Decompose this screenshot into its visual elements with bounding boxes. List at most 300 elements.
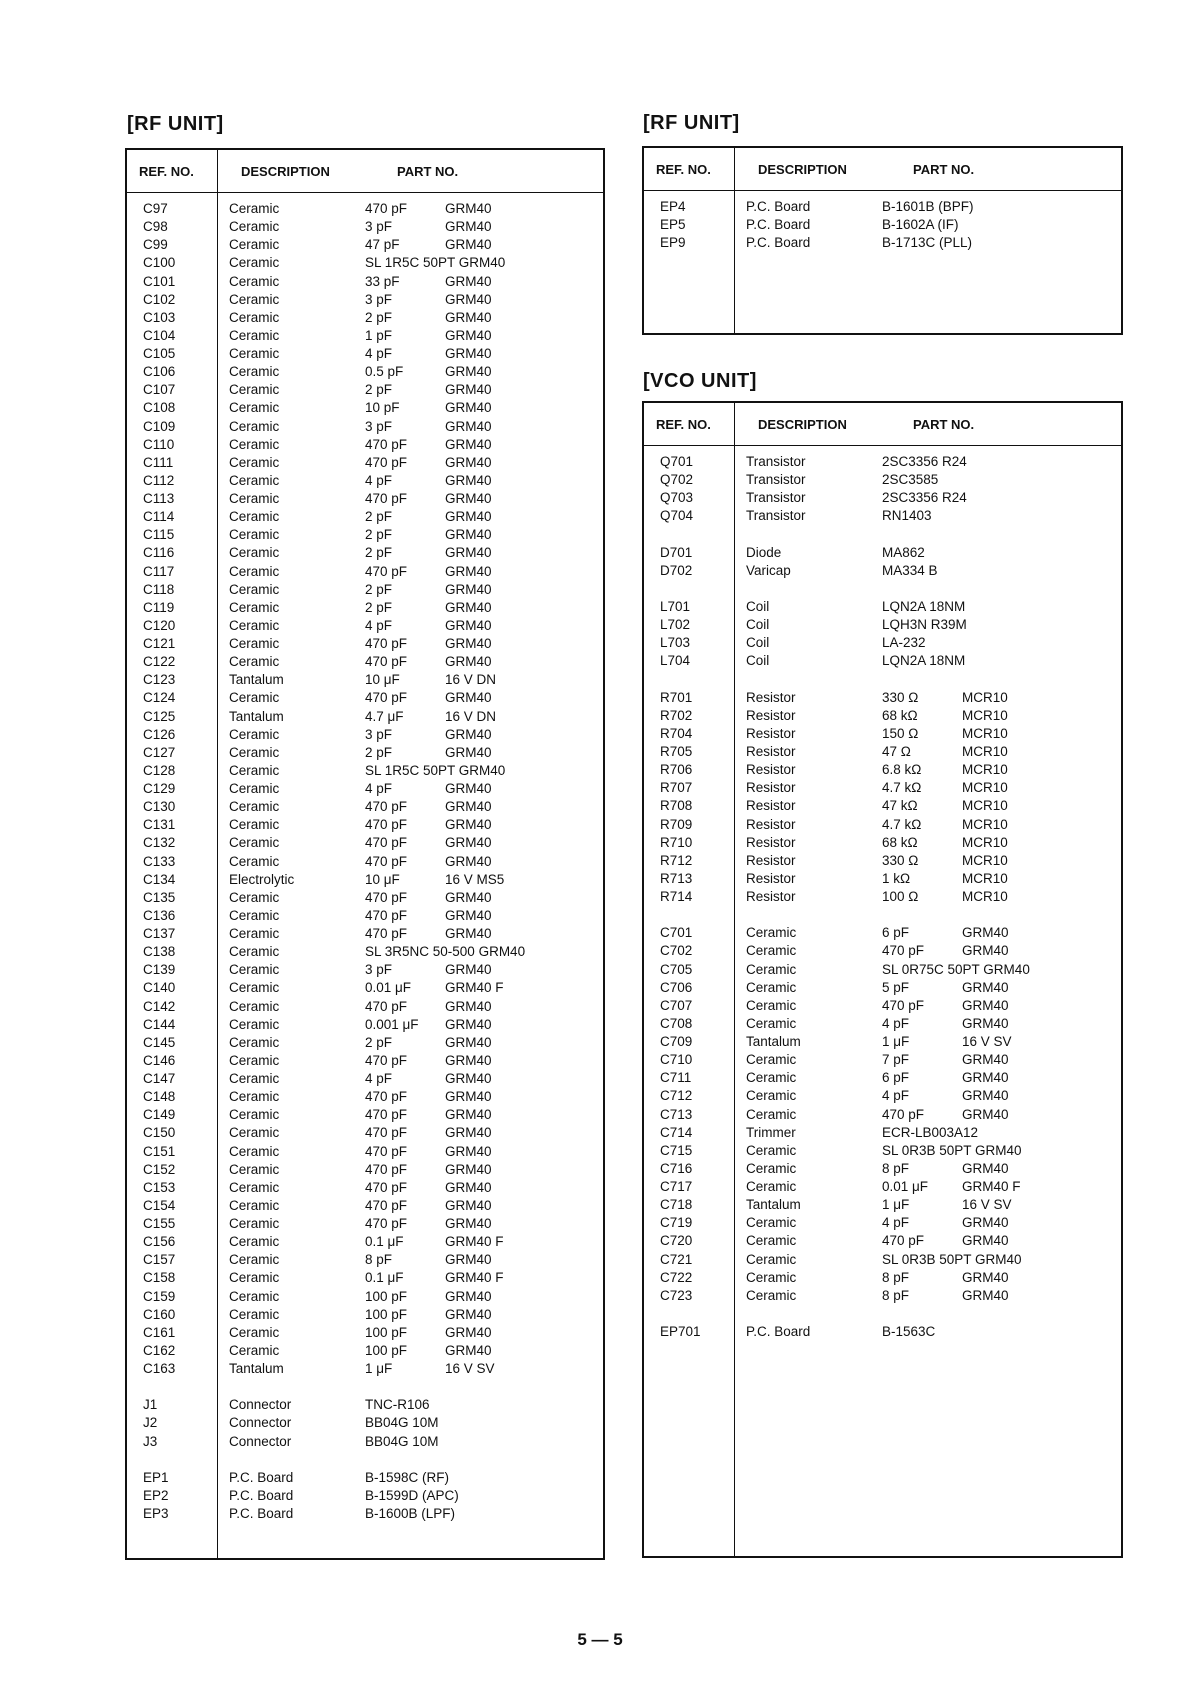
part-spec: GRM40 — [445, 1324, 492, 1340]
description: Ceramic — [229, 1052, 280, 1068]
part-no: 470 pF — [365, 889, 408, 905]
rf-unit-right-table — [642, 146, 1123, 335]
table-row — [127, 1233, 603, 1251]
description: Ceramic — [229, 1034, 280, 1050]
description: Ceramic — [229, 436, 280, 452]
description: Ceramic — [746, 1251, 797, 1267]
table-row — [127, 508, 603, 526]
part-spec: GRM40 — [445, 726, 492, 742]
table-row — [644, 689, 1121, 707]
part-no: 3 pF — [365, 962, 393, 978]
part-spec: MCR10 — [962, 762, 1008, 778]
part-spec: GRM40 — [445, 781, 492, 796]
ref-no: R708 — [660, 798, 693, 814]
part-no: 10 pF — [365, 400, 400, 416]
group-spacer — [644, 1305, 1121, 1323]
part-spec: GRM40 — [962, 979, 1009, 995]
table-row — [644, 779, 1121, 797]
table-row — [644, 707, 1121, 725]
rf-unit-right-rows — [644, 198, 1121, 252]
ref-no: C117 — [143, 563, 175, 579]
table-row — [644, 471, 1121, 489]
rf-unit-right-title: [RF UNIT] — [643, 112, 740, 134]
part-no: 4 pF — [365, 1071, 393, 1086]
table-row — [127, 381, 603, 399]
ref-no: C158 — [143, 1270, 176, 1286]
ref-no: C721 — [660, 1251, 693, 1267]
part-no: 8 pF — [882, 1287, 910, 1303]
part-no: BB04G 10M — [365, 1433, 439, 1449]
col-header-description: DESCRIPTION — [758, 162, 847, 177]
ref-no: C108 — [143, 400, 176, 416]
ref-no: C148 — [143, 1089, 176, 1105]
ref-no: C159 — [143, 1288, 176, 1304]
table-row — [127, 635, 603, 653]
description: Ceramic — [229, 926, 280, 941]
part-spec: GRM40 — [962, 1088, 1009, 1104]
col-header-description: DESCRIPTION — [241, 164, 330, 179]
table-row — [644, 834, 1121, 852]
part-no: 0.5 pF — [365, 364, 404, 380]
description: Ceramic — [746, 1233, 797, 1249]
description: Tantalum — [746, 1034, 801, 1049]
part-no: 470 pF — [365, 1107, 408, 1123]
ref-no: L703 — [660, 635, 691, 651]
ref-no: C111 — [143, 454, 174, 470]
part-spec: GRM40 — [445, 636, 492, 651]
ref-no: C135 — [143, 889, 176, 905]
description: Ceramic — [229, 201, 280, 216]
part-no: 470 pF — [365, 690, 408, 706]
ref-no: C109 — [143, 418, 176, 434]
description: Ceramic — [229, 418, 280, 434]
ref-no: R701 — [660, 689, 693, 705]
ref-no: C130 — [143, 799, 176, 815]
part-no: 6 pF — [882, 925, 910, 941]
description: Ceramic — [229, 636, 280, 651]
table-row — [127, 1396, 603, 1414]
part-spec: 16 V DN — [445, 672, 497, 688]
group-spacer — [644, 671, 1121, 689]
description: Resistor — [746, 762, 796, 778]
ref-no: C713 — [660, 1106, 693, 1122]
ref-no: C705 — [660, 961, 693, 977]
part-no: B-1598C (RF) — [365, 1469, 450, 1485]
description: Resistor — [746, 707, 796, 723]
ref-no: C154 — [143, 1197, 176, 1213]
part-no: TNC-R106 — [365, 1397, 430, 1413]
description: P.C. Board — [746, 217, 811, 233]
part-spec: GRM40 — [445, 472, 492, 488]
ref-no: C716 — [660, 1160, 693, 1176]
table-row — [127, 327, 603, 345]
table-row — [644, 453, 1121, 471]
ref-no: C128 — [143, 762, 176, 778]
ref-no: C99 — [143, 237, 168, 253]
description: Ceramic — [229, 617, 280, 633]
part-no: 5 pF — [882, 979, 910, 995]
description: Ceramic — [746, 997, 797, 1013]
description: Ceramic — [229, 744, 280, 760]
ref-no: C118 — [143, 581, 175, 597]
description: Ceramic — [229, 382, 280, 398]
description: Ceramic — [229, 1216, 280, 1231]
part-spec: MCR10 — [962, 744, 1008, 759]
table-row — [127, 436, 603, 454]
part-no: 470 pF — [365, 563, 408, 579]
description: Ceramic — [229, 1252, 280, 1268]
description: Ceramic — [229, 454, 280, 470]
ref-no: C147 — [143, 1071, 176, 1086]
vco-unit-title: [VCO UNIT] — [643, 370, 757, 392]
part-no: 3 pF — [365, 418, 393, 434]
ref-no: C105 — [143, 346, 176, 361]
ref-no: C134 — [143, 871, 176, 887]
part-spec: GRM40 — [962, 1160, 1009, 1176]
description: Ceramic — [229, 1089, 280, 1105]
ref-no: C139 — [143, 962, 176, 978]
part-spec: GRM40 — [445, 1306, 492, 1322]
ref-no: D701 — [660, 544, 693, 560]
ref-no: C131 — [143, 817, 176, 833]
ref-no: C156 — [143, 1234, 176, 1250]
ref-no: C115 — [143, 527, 175, 543]
table-row — [127, 961, 603, 979]
table-row — [127, 1016, 603, 1034]
part-no: 33 pF — [365, 273, 400, 289]
description: Ceramic — [229, 291, 280, 307]
ref-no: C124 — [143, 690, 176, 706]
part-no: 470 pF — [365, 436, 408, 452]
table-row — [644, 544, 1121, 562]
table-row — [127, 418, 603, 436]
part-no: 2SC3356 R24 — [882, 454, 967, 469]
table-row — [644, 1251, 1121, 1269]
description: Ceramic — [229, 962, 280, 978]
ref-no: C163 — [143, 1361, 176, 1376]
part-no: 2 pF — [365, 382, 393, 398]
description: Resistor — [746, 780, 796, 796]
table-row — [127, 218, 603, 236]
description: Ceramic — [746, 1052, 797, 1068]
part-no: 4.7 kΩ — [882, 816, 922, 832]
description: Ceramic — [746, 1215, 797, 1231]
description: Ceramic — [746, 1088, 797, 1104]
group-spacer — [644, 906, 1121, 924]
part-no: 470 pF — [365, 636, 408, 651]
table-row — [127, 544, 603, 562]
description: Ceramic — [746, 1160, 797, 1176]
description: Ceramic — [229, 527, 280, 543]
part-spec: GRM40 — [445, 1143, 492, 1159]
part-spec: GRM40 — [962, 1215, 1009, 1231]
ref-no: R709 — [660, 816, 693, 832]
table-row — [644, 1269, 1121, 1287]
description: Ceramic — [229, 1234, 280, 1250]
part-no: 2 pF — [365, 1034, 393, 1050]
description: Resistor — [746, 725, 796, 741]
description: Ceramic — [229, 781, 280, 796]
part-no: B-1601B (BPF) — [882, 199, 974, 214]
description: Ceramic — [746, 1269, 797, 1285]
part-spec: MCR10 — [962, 689, 1008, 705]
ref-no: R707 — [660, 780, 693, 796]
ref-no: R706 — [660, 762, 693, 778]
description: Ceramic — [229, 1324, 280, 1340]
table-row — [127, 834, 603, 852]
table-row — [644, 1142, 1121, 1160]
part-no: LQH3N R39M — [882, 617, 967, 633]
ref-no: C144 — [143, 1016, 176, 1032]
part-no: 470 pF — [365, 1216, 408, 1231]
table-row — [127, 780, 603, 798]
part-spec: GRM40 — [962, 943, 1009, 959]
description: P.C. Board — [229, 1487, 294, 1503]
ref-no: C723 — [660, 1287, 693, 1303]
part-spec: GRM40 — [445, 1052, 492, 1068]
part-spec: GRM40 — [445, 926, 492, 941]
description: Ceramic — [229, 1342, 280, 1358]
description: Ceramic — [229, 853, 280, 869]
ref-no: C121 — [143, 636, 176, 651]
part-no: 0.1 μF — [365, 1270, 404, 1286]
table-row — [127, 454, 603, 472]
ref-no: C138 — [143, 944, 176, 960]
part-spec: MCR10 — [962, 834, 1008, 850]
ref-no: R702 — [660, 707, 693, 723]
part-spec: MCR10 — [962, 889, 1008, 904]
description: Ceramic — [746, 1015, 797, 1031]
part-no: 470 pF — [365, 1197, 408, 1213]
table-row — [127, 563, 603, 581]
description: Ceramic — [229, 1107, 280, 1123]
table-row — [127, 708, 603, 726]
col-header-description: DESCRIPTION — [758, 417, 847, 432]
table-row — [127, 1487, 603, 1505]
ref-no: R710 — [660, 834, 693, 850]
description: Resistor — [746, 834, 796, 850]
col-header-ref-no: REF. NO. — [139, 164, 194, 179]
part-spec: 16 V SV — [962, 1197, 1012, 1213]
part-no: 2SC3356 R24 — [882, 490, 967, 506]
ref-no: C707 — [660, 997, 693, 1013]
ref-no: C100 — [143, 255, 176, 271]
part-no: LQN2A 18NM — [882, 599, 966, 614]
part-spec: MCR10 — [962, 870, 1008, 886]
part-no: 330 Ω — [882, 852, 919, 868]
description: Ceramic — [229, 1143, 280, 1159]
table-row — [127, 309, 603, 327]
ref-no: C162 — [143, 1342, 176, 1358]
description: Coil — [746, 635, 770, 651]
description: Ceramic — [229, 944, 280, 960]
table-row — [127, 526, 603, 544]
table-row — [127, 1052, 603, 1070]
ref-no: C101 — [143, 273, 176, 289]
description: Ceramic — [746, 925, 797, 941]
ref-no: C714 — [660, 1124, 693, 1140]
table-row — [127, 871, 603, 889]
part-spec: GRM40 — [445, 382, 492, 398]
ref-no: C142 — [143, 998, 176, 1014]
col-header-part-no: PART NO. — [913, 417, 975, 432]
table-row — [127, 1306, 603, 1324]
group-spacer — [644, 580, 1121, 598]
part-no: RN1403 — [882, 508, 932, 524]
table-row — [644, 198, 1121, 216]
table-row — [127, 889, 603, 907]
ref-no: C155 — [143, 1216, 176, 1231]
part-spec: GRM40 — [445, 1034, 492, 1050]
description: Ceramic — [229, 1125, 280, 1141]
part-no: 470 pF — [882, 997, 925, 1013]
description: Tantalum — [229, 708, 284, 724]
description: Connector — [229, 1433, 292, 1449]
description: Ceramic — [229, 327, 280, 343]
part-spec: GRM40 — [445, 509, 492, 525]
part-spec: GRM40 — [445, 1161, 492, 1177]
description: Ceramic — [229, 346, 280, 361]
description: Ceramic — [229, 491, 280, 506]
description: Transistor — [746, 472, 806, 488]
description: Ceramic — [229, 1306, 280, 1322]
table-row — [127, 363, 603, 381]
description: Ceramic — [229, 563, 280, 579]
group-spacer — [127, 1378, 603, 1396]
part-no: 0.01 μF — [365, 980, 412, 996]
table-row — [127, 1124, 603, 1142]
table-row — [644, 816, 1121, 834]
part-no: 4 pF — [365, 781, 393, 796]
part-no: 470 pF — [882, 943, 925, 959]
ref-no: C119 — [143, 599, 175, 615]
description: Ceramic — [229, 1270, 280, 1286]
part-spec: GRM40 F — [445, 980, 504, 996]
part-no: MA334 B — [882, 562, 938, 578]
part-spec: 16 V MS5 — [445, 871, 505, 887]
ref-no: C113 — [143, 491, 175, 506]
ref-no: EP4 — [660, 199, 686, 214]
table-row — [127, 1215, 603, 1233]
description: Ceramic — [746, 1142, 797, 1158]
part-spec: GRM40 — [445, 1179, 492, 1195]
part-spec: GRM40 — [445, 998, 492, 1014]
part-no: 100 pF — [365, 1324, 408, 1340]
description: Transistor — [746, 508, 806, 524]
ref-no: C137 — [143, 926, 176, 941]
part-no: 4 pF — [882, 1215, 910, 1231]
ref-no: C107 — [143, 382, 176, 398]
part-spec: GRM40 — [445, 907, 492, 923]
vco-unit-table — [642, 401, 1123, 1558]
ref-no: R712 — [660, 852, 693, 868]
table-row — [644, 234, 1121, 252]
description: Ceramic — [229, 545, 280, 561]
part-no: 470 pF — [365, 926, 408, 941]
part-no: 68 kΩ — [882, 707, 918, 723]
part-no: 470 pF — [365, 1125, 408, 1141]
table-row — [127, 617, 603, 635]
part-spec: MCR10 — [962, 816, 1008, 832]
ref-no: C97 — [143, 201, 168, 216]
ref-no: C701 — [660, 925, 693, 941]
ref-no: R714 — [660, 889, 693, 904]
ref-no: C709 — [660, 1034, 693, 1049]
description: Resistor — [746, 816, 796, 832]
part-no: 470 pF — [365, 1179, 408, 1195]
part-spec: GRM40 F — [445, 1234, 504, 1250]
table-row — [644, 852, 1121, 870]
table-row — [127, 816, 603, 834]
part-no: 2 pF — [365, 599, 393, 615]
part-no: 8 pF — [882, 1269, 910, 1285]
ref-no: Q703 — [660, 490, 694, 506]
ref-no: C145 — [143, 1034, 176, 1050]
description: P.C. Board — [746, 235, 811, 251]
part-no: 470 pF — [365, 454, 408, 470]
part-no: 470 pF — [365, 1089, 408, 1105]
table-row — [127, 599, 603, 617]
table-row — [127, 1088, 603, 1106]
table-row — [127, 1034, 603, 1052]
part-no: 2 pF — [365, 509, 393, 525]
ref-no: C112 — [143, 472, 175, 488]
part-no: 47 kΩ — [882, 798, 918, 814]
group-spacer — [644, 526, 1121, 544]
table-row — [127, 399, 603, 417]
part-no: 6.8 kΩ — [882, 762, 922, 778]
ref-no: C157 — [143, 1252, 176, 1268]
description: P.C. Board — [229, 1506, 294, 1521]
description: Diode — [746, 544, 782, 560]
ref-no: C123 — [143, 672, 176, 688]
ref-no: C717 — [660, 1179, 693, 1194]
table-row — [127, 1360, 603, 1378]
part-spec: GRM40 — [962, 925, 1009, 941]
table-row — [644, 1124, 1121, 1142]
part-no: 3 pF — [365, 291, 393, 307]
part-no: 1 kΩ — [882, 870, 911, 886]
part-spec: GRM40 — [445, 400, 492, 416]
part-spec: GRM40 — [445, 1089, 492, 1105]
part-spec: GRM40 — [445, 201, 492, 216]
table-row — [644, 1087, 1121, 1105]
ref-no: C702 — [660, 943, 693, 959]
table-row — [127, 653, 603, 671]
ref-no: C146 — [143, 1052, 176, 1068]
table-row — [644, 616, 1121, 634]
part-spec: GRM40 — [962, 1070, 1009, 1086]
part-no: 470 pF — [365, 853, 408, 869]
part-no: 150 Ω — [882, 725, 919, 741]
part-no: 0.1 μF — [365, 1234, 404, 1250]
part-spec: GRM40 — [445, 1071, 492, 1086]
ref-no: Q701 — [660, 454, 694, 469]
table-row — [127, 726, 603, 744]
ref-no: C125 — [143, 708, 176, 724]
description: Ceramic — [229, 1016, 280, 1032]
part-no: 100 pF — [365, 1288, 408, 1304]
part-no: 47 pF — [365, 237, 400, 253]
rf-unit-left-table — [125, 148, 605, 1560]
table-row — [127, 1143, 603, 1161]
description: Ceramic — [229, 980, 280, 996]
table-row — [127, 1288, 603, 1306]
part-spec: MCR10 — [962, 707, 1008, 723]
table-row — [127, 1197, 603, 1215]
part-no: SL 1R5C 50PT GRM40 — [365, 762, 506, 778]
part-no: 8 pF — [365, 1252, 393, 1268]
